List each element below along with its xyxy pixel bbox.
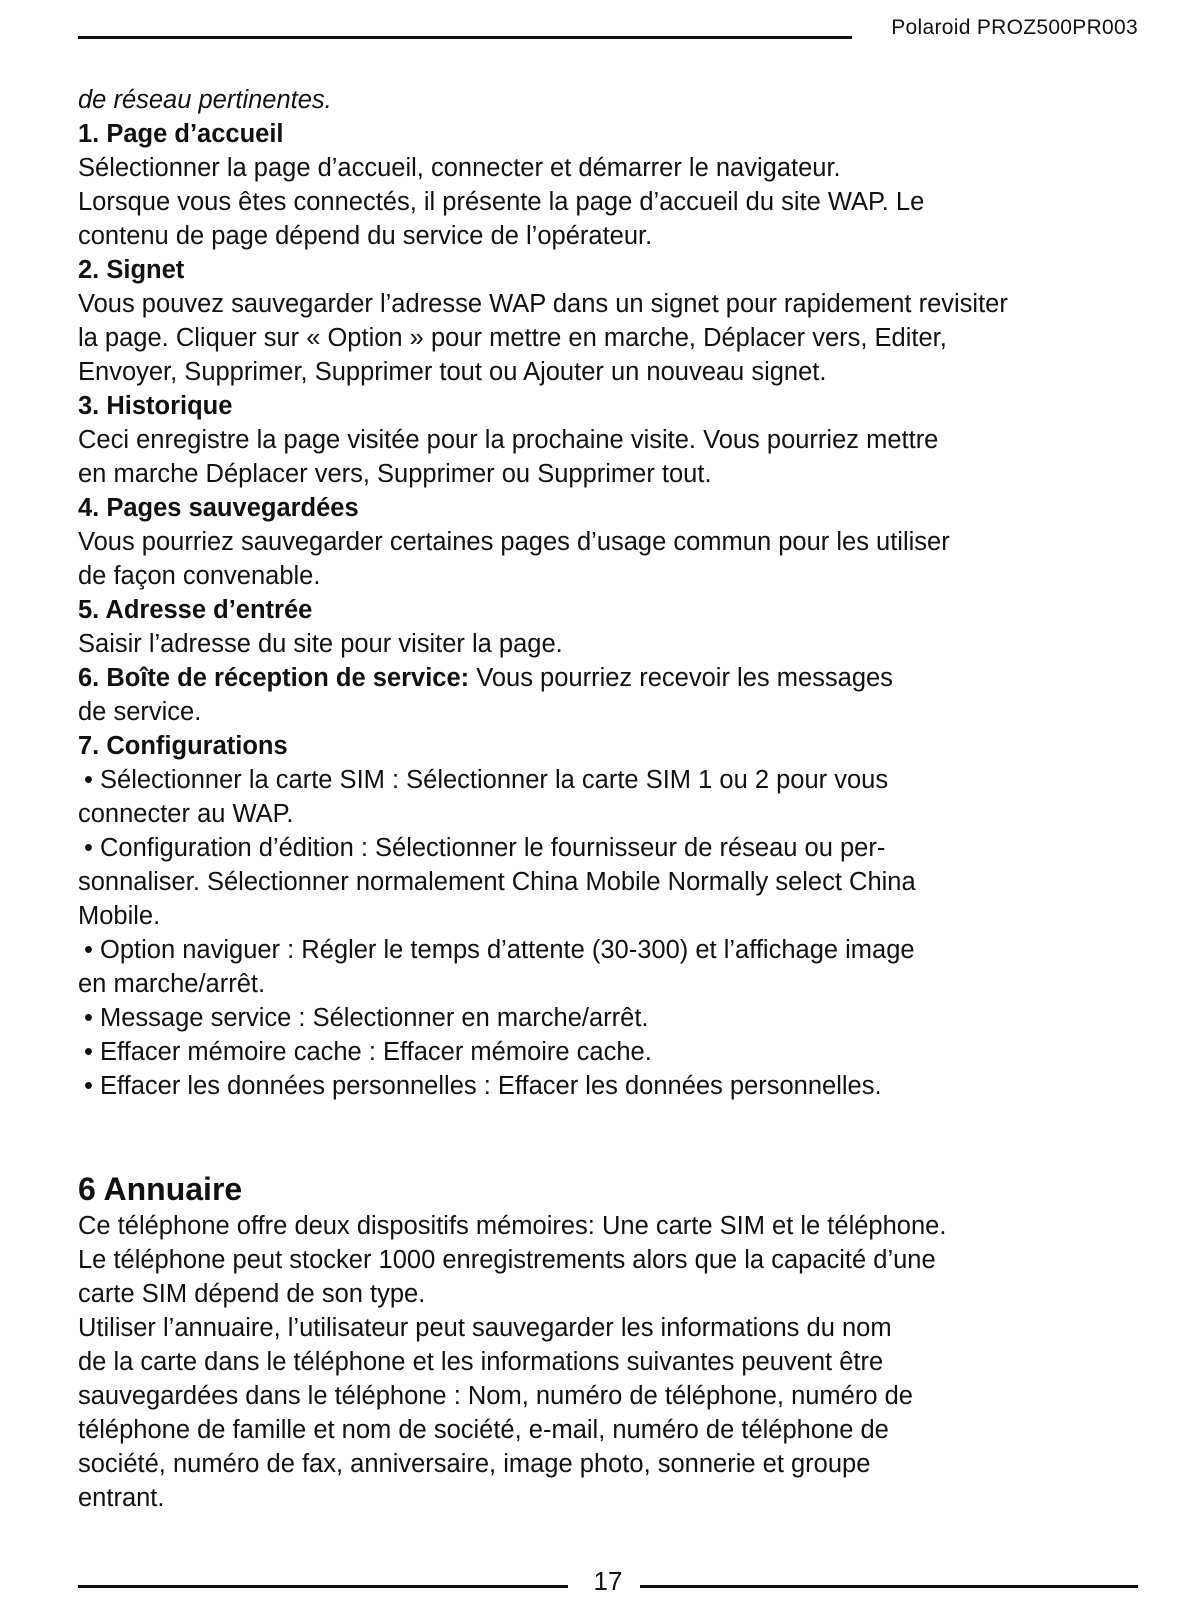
text-line: sauvegardées dans le téléphone : Nom, numéro de téléphone, numéro de: [78, 1382, 913, 1410]
bullet-line: • Message service : Sélectionner en marche/arrêt.: [84, 1004, 649, 1032]
text-line: la page. Cliquer sur « Option » pour mettre en marche, Déplacer vers, Editer,: [78, 324, 947, 352]
page-footer: [78, 1566, 1138, 1602]
bullet-line: • Effacer mémoire cache : Effacer mémoire cache.: [84, 1038, 652, 1066]
section-heading: 6. Boîte de réception de service:: [78, 664, 470, 692]
bullet-item: [78, 1001, 1140, 1035]
bullet-line: • Effacer les données personnelles : Effacer les données personnelles.: [84, 1072, 882, 1100]
text-line: Le téléphone peut stocker 1000 enregistrements alors que la capacité d’une: [78, 1246, 936, 1274]
section-heading: 1. Page d’accueil: [78, 120, 284, 148]
section-configurations: [78, 729, 1140, 1103]
bullet-item: [78, 831, 1140, 933]
text-line: carte SIM dépend de son type.: [78, 1280, 426, 1308]
section-page-accueil: [78, 117, 1140, 253]
text-inline: Vous pourriez recevoir les messages: [469, 664, 893, 692]
text-line: de la carte dans le téléphone et les informations suivantes peuvent être: [78, 1348, 884, 1376]
bullet-continuation: Mobile.: [78, 902, 161, 930]
bullet-line: • Configuration d’édition : Sélectionner le fournisseur de réseau ou per-: [84, 834, 886, 862]
page-header: [78, 14, 1138, 44]
text-line: Saisir l’adresse du site pour visiter la page.: [78, 630, 563, 658]
bullet-item: [78, 763, 1140, 831]
text-line: téléphone de famille et nom de société, e-mail, numéro de téléphone de: [78, 1416, 889, 1444]
page-content: [78, 83, 1140, 1515]
section-historique: [78, 389, 1140, 491]
text-line: entrant.: [78, 1484, 165, 1512]
text-line: en marche Déplacer vers, Supprimer ou Supprimer tout.: [78, 460, 712, 488]
text-line: Ceci enregistre la page visitée pour la prochaine visite. Vous pourriez mettre: [78, 426, 939, 454]
section-heading: 7. Configurations: [78, 732, 288, 760]
section-heading: 5. Adresse d’entrée: [78, 596, 313, 624]
bullet-continuation: en marche/arrêt.: [78, 970, 266, 998]
text-line: société, numéro de fax, anniversaire, image photo, sonnerie et groupe: [78, 1450, 871, 1478]
bullet-continuation: sonnaliser. Sélectionner normalement China Mobile Normally select China: [78, 868, 916, 896]
text-line: Sélectionner la page d’accueil, connecter et démarrer le navigateur.: [78, 154, 841, 182]
text-line: Utiliser l’annuaire, l’utilisateur peut sauvegarder les informations du nom: [78, 1314, 892, 1342]
text-line: de service.: [78, 698, 202, 726]
page-number: 17: [593, 1566, 623, 1596]
section-inline-paragraph: [78, 661, 1140, 695]
section-heading: 4. Pages sauvegardées: [78, 494, 359, 522]
product-code: Polaroid PROZ500PR003: [891, 16, 1138, 39]
bullet-item: [78, 933, 1140, 1001]
text-line: Envoyer, Supprimer, Supprimer tout ou Ajouter un nouveau signet.: [78, 358, 827, 386]
section-pages-sauvegardees: [78, 491, 1140, 593]
section-spacer: [78, 1103, 1140, 1169]
bullet-line: • Option naviguer : Régler le temps d’attente (30-300) et l’affichage image: [84, 936, 915, 964]
text-line: Ce téléphone offre deux dispositifs mémoires: Une carte SIM et le téléphone.: [78, 1212, 947, 1240]
section-adresse-entree: [78, 593, 1140, 661]
section-heading: 3. Historique: [78, 392, 233, 420]
section-boite-reception: [78, 661, 1140, 729]
bullet-line: • Sélectionner la carte SIM : Sélectionner la carte SIM 1 ou 2 pour vous: [84, 766, 889, 794]
text-line: de façon convenable.: [78, 562, 321, 590]
section-annuaire: [78, 1169, 1140, 1515]
bullet-continuation: connecter au WAP.: [78, 800, 294, 828]
section-signet: [78, 253, 1140, 389]
bullet-item: [78, 1069, 1140, 1103]
footer-rule-right: [640, 1585, 1138, 1588]
text-line: Vous pourriez sauvegarder certaines pages d’usage commun pour les utiliser: [78, 528, 950, 556]
intro-fragment: de réseau pertinentes.: [78, 86, 332, 114]
chapter-title: 6 Annuaire: [78, 1171, 243, 1207]
text-line: Vous pouvez sauvegarder l’adresse WAP dans un signet pour rapidement revisiter: [78, 290, 1008, 318]
section-heading: 2. Signet: [78, 256, 185, 284]
bullet-item: [78, 1035, 1140, 1069]
text-line: contenu de page dépend du service de l’opérateur.: [78, 222, 653, 250]
header-rule: [78, 36, 852, 39]
text-line: Lorsque vous êtes connectés, il présente la page d’accueil du site WAP. Le: [78, 188, 925, 216]
